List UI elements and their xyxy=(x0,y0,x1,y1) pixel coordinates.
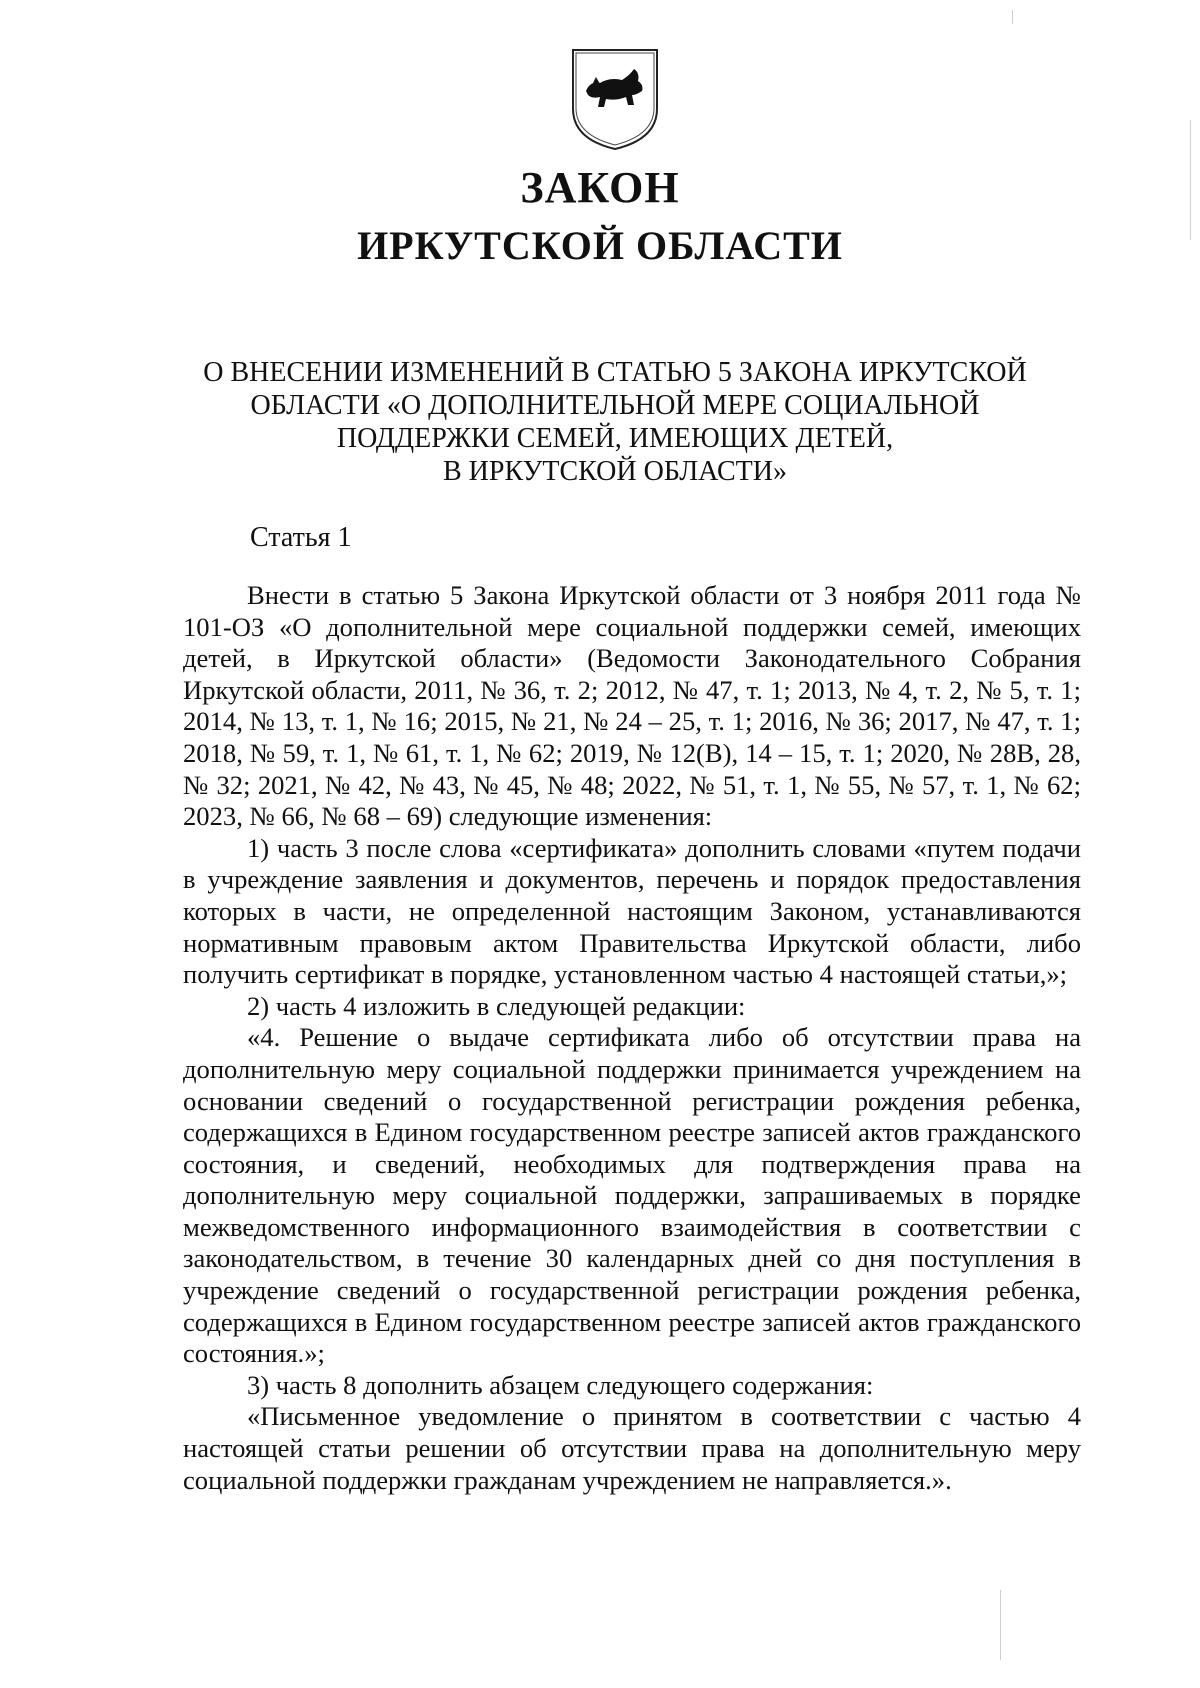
subject-line: О ВНЕСЕНИИ ИЗМЕНЕНИЙ В СТАТЬЮ 5 ЗАКОНА ИРКУТСКОЙ xyxy=(203,357,1027,388)
scan-dot-bottom xyxy=(1000,1590,1001,1660)
scan-dot-top xyxy=(1012,10,1013,24)
coat-of-arms-icon xyxy=(570,47,660,152)
paragraph-item-3: 3) часть 8 дополнить абзацем следующего содержания: xyxy=(247,1369,874,1400)
paragraph-intro: Внести в статью 5 Закона Иркутской области от 3 ноября 2011 года № 101-ОЗ «О дополнительной мере социальной поддержки семей, имеющих детей, в Иркутской области» (Ведомости Законодательного Собрания Иркутской области, 2011, № 36, т. 2; 2012, № 47, т. 1; 2013, № 4, т. 2, № 5, т. 1; 2014, № 13, т. 1, № 16; 2015, № 21, № 24 – 25, т. 1; 2016, № 36; 2017, № 47, т. 1; 2018, № 59, т. 1, № 61, т. 1, № 62; 2019, № 12(В), 14 – 15, т. 1; 2020, № 28В, 28, № 32; 2021, № 42, № 43, № 45, № 48; 2022, № 51, т. 1, № 55, № 57, т. 1, № 62; 2023, № 66, № 68 – 69) следующие изменения: xyxy=(183,580,1081,832)
paragraph-item-1: 1) часть 3 после слова «сертификата» дополнить словами «путем подачи в учреждение заявления и документов, перечень и порядок предоставления которых в части, не определенной настоящим Законом, устанавливаются нормативным правовым актом Правительства Иркутской области, либо получить сертификат в порядке, установленном частью 4 настоящей статьи,»; xyxy=(183,832,1081,990)
law-subject xyxy=(150,356,1080,488)
region-title: ИРКУТСКОЙ ОБЛАСТИ xyxy=(357,223,843,268)
article-body xyxy=(183,580,1081,1496)
paragraph-quote-8: «Письменное уведомление о принятом в соответствии с частью 4 настоящей статьи решении об отсутствии права на дополнительную меру социальной поддержки гражданам учреждением не направляется.». xyxy=(183,1401,1081,1495)
article-heading: Статья 1 xyxy=(250,522,352,553)
subject-line: В ИРКУТСКОЙ ОБЛАСТИ» xyxy=(442,456,788,487)
paragraph-quote-4: «4. Решение о выдаче сертификата либо об отсутствии права на дополнительную меру социальной поддержки принимается учреждением на основании сведений о государственной регистрации рождения ребенка, содержащихся в Едином государственном реестре записей актов гражданского состояния, и сведений, необходимых для подтверждения права на дополнительную меру социальной поддержки, запрашиваемых в порядке межведомственного информационного взаимодействия в соответствии с законодательством, в течение 30 календарных дней со дня поступления в учреждение сведений о государственной регистрации рождения ребенка, содержащихся в Едином государственном реестре записей актов гражданского состояния.»; xyxy=(183,1022,1081,1369)
subject-line: ПОДДЕРЖКИ СЕМЕЙ, ИМЕЮЩИХ ДЕТЕЙ, xyxy=(336,423,894,454)
paragraph-item-2: 2) часть 4 изложить в следующей редакции: xyxy=(247,990,746,1021)
subject-line: ОБЛАСТИ «О ДОПОЛНИТЕЛЬНОЙ МЕРЕ СОЦИАЛЬНОЙ xyxy=(250,390,980,421)
law-title: ЗАКОН xyxy=(520,163,680,212)
